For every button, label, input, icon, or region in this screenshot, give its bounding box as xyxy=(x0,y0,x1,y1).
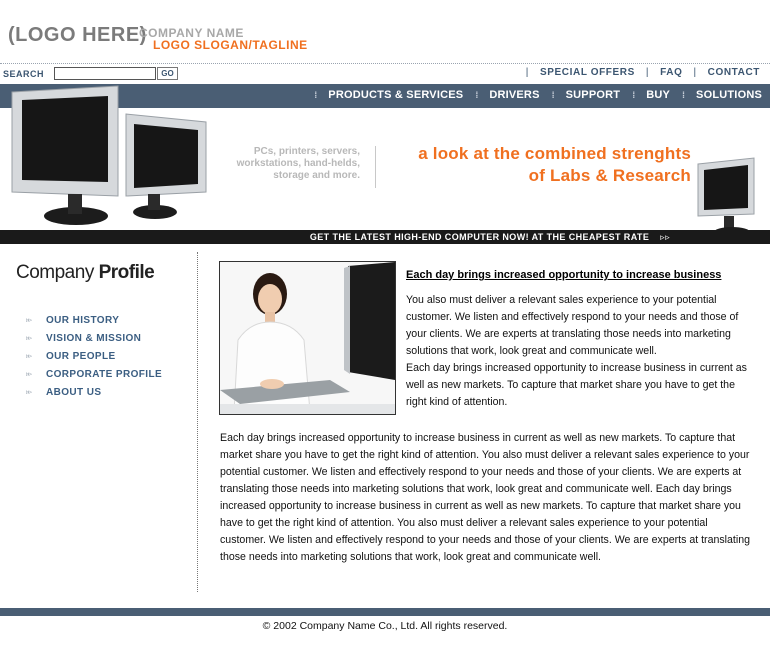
banner-headline xyxy=(380,143,691,187)
sidebar-item-vision-mission[interactable]: VISION & MISSION xyxy=(46,332,142,344)
nav-solutions[interactable]: SOLUTIONS xyxy=(696,89,762,101)
section-title-bold: Profile xyxy=(98,262,155,283)
search-label: SEARCH xyxy=(3,69,45,79)
search-go-button[interactable]: GO xyxy=(157,67,178,80)
promo-strip-text[interactable]: GET THE LATEST HIGH-END COMPUTER NOW! AT THE CHEAPEST RATE xyxy=(309,232,650,242)
promo-strip xyxy=(0,230,770,244)
top-link-separator: | xyxy=(693,67,697,78)
logo[interactable]: (LOGO HERE) xyxy=(8,24,147,46)
top-links xyxy=(515,67,760,78)
search-input[interactable] xyxy=(54,67,156,80)
bullet-arrow-icon: ▹▹ xyxy=(26,317,32,324)
article-photo xyxy=(219,261,396,415)
banner-divider xyxy=(375,146,376,188)
nav-separator-icon: ⁞ xyxy=(475,90,478,100)
top-link-separator: | xyxy=(645,67,650,78)
nav-products-services[interactable]: PRODUCTS & SERVICES xyxy=(328,89,464,101)
bullet-arrow-icon: ▹▹ xyxy=(26,371,32,378)
footer-bar xyxy=(0,608,770,616)
nav-buy[interactable]: BUY xyxy=(646,89,671,101)
banner-headline-line2: of Labs & Research xyxy=(528,166,691,185)
side-nav xyxy=(26,311,162,401)
top-link-special-offers[interactable]: SPECIAL OFFERS xyxy=(539,67,635,78)
article-body-top xyxy=(406,292,750,411)
bullet-arrow-icon: ▹▹ xyxy=(26,335,32,342)
section-title xyxy=(16,262,154,284)
bullet-arrow-icon: ▹▹ xyxy=(26,353,32,360)
top-link-contact[interactable]: CONTACT xyxy=(707,67,760,78)
nav-separator-icon: ⁞ xyxy=(682,90,685,100)
sidebar-item-about-us[interactable]: ABOUT US xyxy=(46,386,102,398)
top-link-faq[interactable]: FAQ xyxy=(660,67,683,78)
banner-monitors-image xyxy=(0,84,220,234)
article-title: Each day brings increased opportunity to increase business xyxy=(406,269,722,281)
header-divider xyxy=(0,63,770,64)
nav-separator-icon: ⁞ xyxy=(314,90,317,100)
nav-drivers[interactable]: DRIVERS xyxy=(489,89,540,101)
nav-support[interactable]: SUPPORT xyxy=(565,89,621,101)
company-name: COMPANY NAME xyxy=(139,26,244,40)
banner-sub-tagline: PCs, printers, servers, workstations, hand-helds, storage and more. xyxy=(236,146,360,181)
nav-separator-icon: ⁞ xyxy=(551,90,554,100)
copyright: © 2002 Company Name Co., Ltd. All rights reserved. xyxy=(262,620,508,632)
top-link-separator: | xyxy=(525,67,529,78)
promo-arrows-icon: ▹▹ xyxy=(660,232,670,242)
woman-at-computer-image xyxy=(220,262,395,414)
article-paragraph: Each day brings increased opportunity to increase business in current as well as new markets. To capture that market share you have to get the right kind of attention. xyxy=(406,362,747,408)
section-title-light: Company xyxy=(16,262,99,283)
logo-slogan: LOGO SLOGAN/TAGLINE xyxy=(153,38,308,52)
article-paragraph: Each day brings increased opportunity to increase business in current as well as new markets. To capture that market share you have to get the right kind of attention. You also must deliver a relevant sales experience to your potential customer. We listen and effectively respond to your needs and those of your clients. We are experts at translating those needs into marketing solutions that work, look great and communicate well. Each day brings increased opportunity to increase business in current as well as new markets. To capture that market share you have to get the right kind of attention. You also must deliver a relevant sales experience to your potential customer. We listen and effectively respond to your needs and those of your clients. We are experts at translating those needs into marketing solutions that work, look great and communicate well. xyxy=(220,432,750,563)
nav-separator-icon: ⁞ xyxy=(632,90,635,100)
bullet-arrow-icon: ▹▹ xyxy=(26,389,32,396)
sidebar-item-our-history[interactable]: OUR HISTORY xyxy=(46,314,120,326)
sidebar-item-our-people[interactable]: OUR PEOPLE xyxy=(46,350,116,362)
sidebar-item-corporate-profile[interactable]: CORPORATE PROFILE xyxy=(46,368,163,380)
column-divider xyxy=(197,252,198,592)
banner-monitor-right-image xyxy=(696,156,758,238)
article-paragraph: You also must deliver a relevant sales experience to your potential customer. We listen and effectively respond to your needs and those of your clients. We are experts at translating those needs into marketing solutions that work, look great and communicate well. xyxy=(406,294,739,357)
banner-headline-line1: a look at the combined strenghts xyxy=(418,144,691,163)
